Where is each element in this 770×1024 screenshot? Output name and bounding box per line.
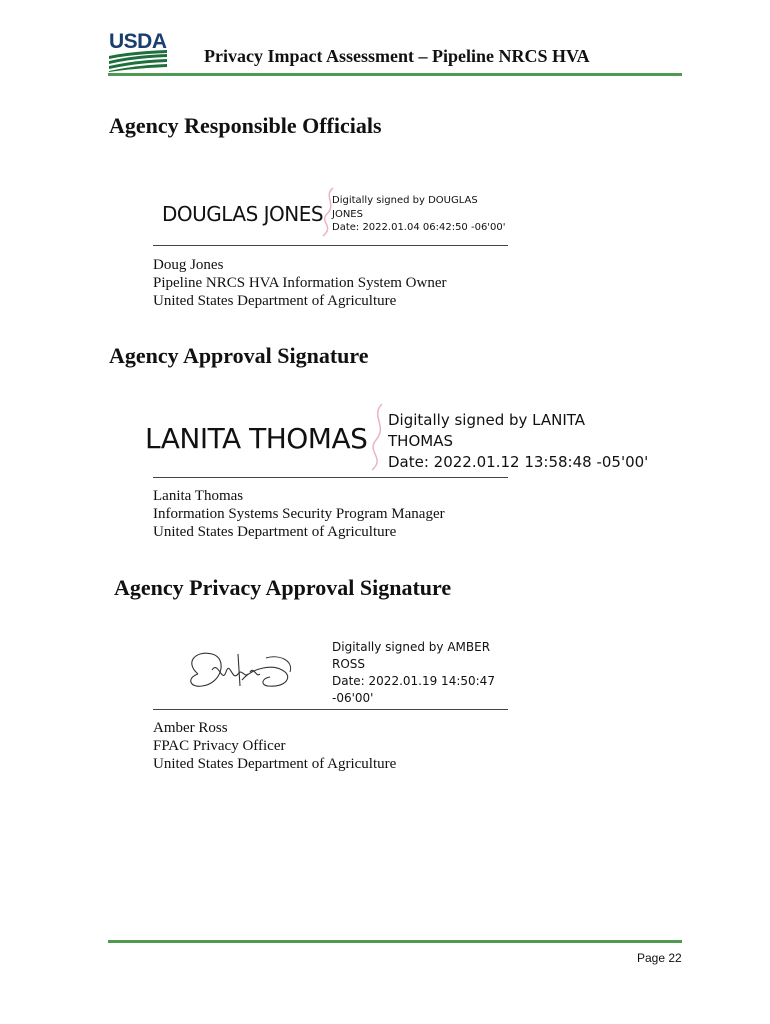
official-title: FPAC Privacy Officer [153,738,286,754]
signature-detail-line: Date: 2022.01.19 14:50:47 [332,674,495,688]
signature-line [153,709,508,710]
section-heading-approval-signature: Agency Approval Signature [109,343,369,368]
signature-detail-line: -06'00' [332,691,374,705]
signature-detail-line: Digitally signed by DOUGLAS [332,195,478,206]
digital-signature-details [332,194,506,235]
official-info [153,256,446,310]
official-info [153,487,445,541]
footer-divider [108,940,682,943]
section-heading-privacy-approval-signature: Agency Privacy Approval Signature [114,575,452,600]
official-title: Information Systems Security Program Manager [153,506,445,522]
digital-signature-details [332,639,495,707]
header-title: Privacy Impact Assessment – Pipeline NRCS HVA [204,46,590,66]
usda-logo [109,32,167,72]
header-divider [108,73,682,76]
signature-line [153,245,508,246]
signature-detail-line: Date: 2022.01.12 13:58:48 -05'00' [388,453,649,471]
signature-line [153,477,508,478]
signature-name-douglas-jones: DOUGLAS JONES [162,202,324,226]
official-name: Amber Ross [153,720,228,736]
official-info [153,719,396,773]
signature-detail-line: Digitally signed by LANITA [388,411,586,429]
official-agency: United States Department of Agriculture [153,293,397,309]
section-heading-responsible-officials: Agency Responsible Officials [109,113,382,138]
official-title: Pipeline NRCS HVA Information System Owner [153,275,447,291]
handwritten-signature-icon [182,644,302,699]
usda-logo-text: USDA [109,30,167,53]
signature-detail-line: JONES [332,208,363,220]
official-name: Doug Jones [153,257,224,273]
signature-detail-line: Digitally signed by AMBER [332,640,491,654]
signature-detail-line: ROSS [332,657,366,671]
official-agency: United States Department of Agriculture [153,524,397,540]
digital-signature-details [388,410,648,473]
signature-detail-line: Date: 2022.01.04 06:42:50 -06'00' [332,222,506,233]
usda-logo-fields-icon [109,32,167,72]
signature-detail-line: THOMAS [388,432,453,450]
official-name: Lanita Thomas [153,488,244,504]
page-number: Page 22 [637,951,682,965]
official-agency: United States Department of Agriculture [153,756,397,772]
signature-name-lanita-thomas: LANITA THOMAS [145,422,368,455]
